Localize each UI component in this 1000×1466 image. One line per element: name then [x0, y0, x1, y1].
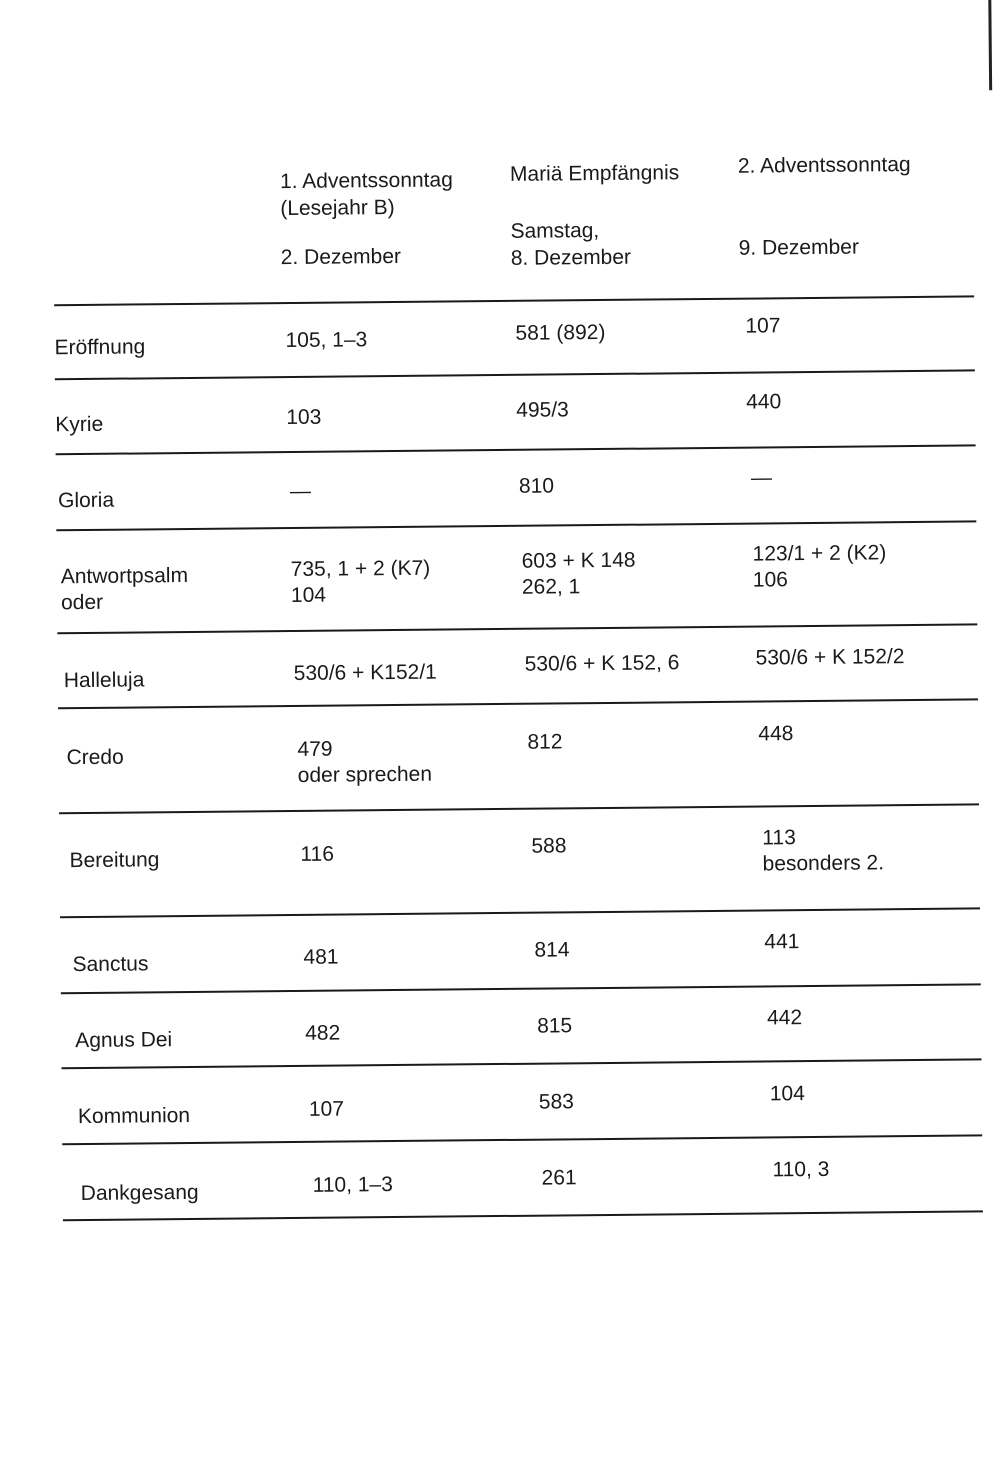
- table-cell: 581 (892): [515, 320, 606, 345]
- table-cell: 113 besonders 2.: [762, 826, 885, 876]
- table-rule: [63, 1210, 983, 1221]
- column-2-title: Mariä Empfängnis: [509, 161, 680, 186]
- table-cell: 812: [527, 730, 563, 754]
- table-cell: 814: [534, 938, 570, 962]
- table-cell: —: [289, 479, 312, 504]
- table-rule: [62, 1134, 982, 1145]
- column-1-title: 1. Adventssonntag: [279, 168, 453, 194]
- table-cell: 583: [538, 1090, 575, 1114]
- row-label-kommunion: Kommunion: [77, 1103, 191, 1129]
- table-rule: [58, 698, 978, 709]
- table-rule: [55, 369, 975, 380]
- column-header-3: [738, 151, 912, 262]
- row-label-antwortpsalm: Antwortpsalm oder: [60, 563, 189, 615]
- table-cell: 482: [305, 1021, 341, 1045]
- table-cell: 481: [303, 945, 339, 969]
- table-cell: 107: [308, 1097, 345, 1121]
- table-rule: [56, 520, 976, 531]
- row-label-agnus-dei: Agnus Dei: [75, 1028, 173, 1053]
- table-cell: 815: [537, 1014, 573, 1038]
- table-cell: 110, 1–3: [312, 1173, 393, 1197]
- table-cell: 441: [764, 930, 800, 954]
- column-1-date: 2. Dezember: [280, 244, 402, 270]
- table-cell: 442: [766, 1006, 803, 1030]
- table-cell: 479 oder sprechen: [297, 737, 433, 787]
- table-cell: 104: [769, 1082, 805, 1106]
- table-cell: 530/6 + K 152, 6: [524, 651, 680, 676]
- table-cell: 103: [286, 405, 322, 430]
- column-1-subtitle: (Lesejahr B): [280, 195, 395, 221]
- table-cell: —: [750, 466, 772, 490]
- column-3-title: 2. Adventssonntag: [737, 153, 911, 178]
- table-rule: [62, 1058, 982, 1069]
- table-cell: 603 + K 148 262, 1: [521, 548, 636, 599]
- table-cell: 810: [518, 474, 555, 498]
- table-cell: 735, 1 + 2 (K7) 104: [290, 556, 431, 608]
- table-rule: [56, 444, 976, 455]
- row-label-halleluja: Halleluja: [63, 668, 145, 693]
- table-cell: 107: [745, 314, 781, 338]
- row-label-kyrie: Kyrie: [55, 412, 104, 437]
- column-2-date: 8. Dezember: [510, 245, 632, 270]
- table-cell: 588: [531, 834, 567, 858]
- table-cell: 116: [300, 842, 335, 866]
- column-header-1: [280, 166, 454, 271]
- table-rule: [57, 623, 977, 634]
- table-cell: 495/3: [516, 398, 569, 422]
- page-edge-mark: [988, 0, 992, 90]
- row-label-dankgesang: Dankgesang: [80, 1180, 199, 1206]
- table-cell: 261: [541, 1166, 577, 1190]
- table-rule: [54, 295, 974, 306]
- row-label-bereitung: Bereitung: [69, 848, 160, 873]
- table-cell: 530/6 + K152/1: [293, 660, 437, 685]
- column-header-2: [510, 159, 680, 272]
- table-cell: 530/6 + K 152/2: [755, 645, 905, 670]
- table-cell: 123/1 + 2 (K2) 106: [752, 541, 887, 592]
- table-rule: [59, 803, 979, 814]
- table-rule: [61, 983, 981, 994]
- row-label-gloria: Gloria: [57, 488, 115, 513]
- column-3-date: 9. Dezember: [738, 235, 859, 260]
- row-label-eroeffnung: Eröffnung: [54, 335, 146, 360]
- table-cell: 105, 1–3: [285, 328, 368, 353]
- row-label-credo: Credo: [66, 745, 124, 770]
- table-rule: [60, 907, 980, 918]
- table-cell: 110, 3: [772, 1157, 830, 1182]
- row-label-sanctus: Sanctus: [72, 952, 149, 977]
- table-cell: 440: [746, 390, 782, 414]
- column-2-day: Samstag,: [510, 219, 600, 243]
- table-cell: 448: [758, 722, 794, 746]
